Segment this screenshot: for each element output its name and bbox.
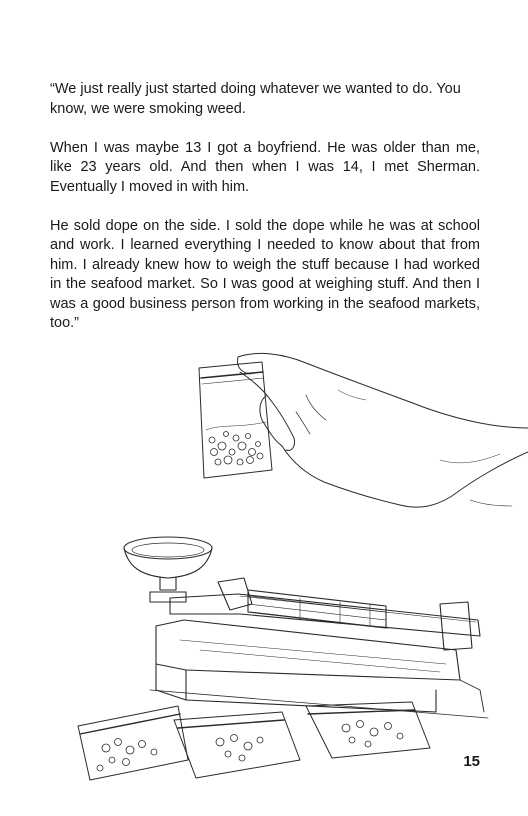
hand-icon: [238, 353, 528, 507]
baggie-icon: [78, 702, 430, 780]
paragraph-2: When I was maybe 13 I got a boyfriend. He was older than me, like 23 years old. And then when I was 14, I met Sherman. Eventually I moved in with him.: [50, 139, 480, 195]
page-number: 15: [463, 753, 480, 770]
paragraph-1: “We just really just started doing whatever we wanted to do. You know, we were smoking weed.: [50, 81, 461, 117]
baggie-icon: [199, 362, 272, 478]
paragraph-3: He sold dope on the side. I sold the dope while he was at school and work. I learned everything I needed to know about that from him. I already knew how to weigh the stuff because I had worked in the seafood market. So I was good at weighing stuff. And then I was a good business person from working in the seafood markets, too.”: [50, 217, 480, 331]
triple-beam-scale-icon: [124, 537, 488, 718]
